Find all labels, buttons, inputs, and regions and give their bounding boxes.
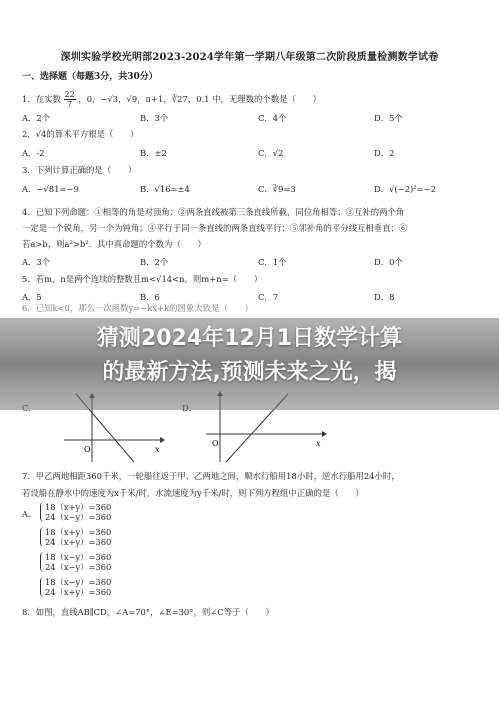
q6d-x-arrow bbox=[322, 431, 327, 437]
q1-prefix: 1．在实数 bbox=[22, 94, 61, 104]
q5-option-c: C．7 bbox=[258, 292, 279, 302]
q2-option-b: B．±2 bbox=[140, 148, 167, 158]
q5-option-a: A．5 bbox=[22, 292, 42, 302]
q1-option-d: D．5个 bbox=[374, 113, 403, 123]
q1-suffix: 中，无理数的个数是（ ） bbox=[212, 94, 321, 104]
q1-middle: ，0，−√3，√9，π+1，∛27，0.1 bbox=[78, 94, 210, 104]
q6c-x-arrow bbox=[160, 437, 165, 443]
question-7-line-2: 若设船在静水中的速度为x千米/时，水流速度为y千米/时，则下列方程组中正确的是（ ） bbox=[22, 488, 364, 498]
q5-option-b: B．6 bbox=[140, 292, 160, 302]
q1-option-c: C．4个 bbox=[258, 113, 287, 123]
question-2: 2．√4的算术平方根是（ ） bbox=[22, 129, 139, 139]
q2-option-a: A．-2 bbox=[22, 148, 45, 158]
q7-system-a bbox=[40, 502, 111, 522]
q7-system-d bbox=[40, 577, 111, 597]
q7-system-d-eq1: 18（x−y）=360 bbox=[45, 577, 112, 587]
q3-option-b: B．√16=±4 bbox=[140, 184, 190, 194]
q5-option-d: D．8 bbox=[374, 292, 395, 302]
q6c-origin-label: O bbox=[84, 445, 91, 454]
q2-option-c: C．√2 bbox=[258, 148, 284, 158]
question-3: 3．下列计算正确的是（ ） bbox=[22, 165, 137, 175]
question-4-line-3: 若a>b，则a²>b²．其中真命题的个数为（ ） bbox=[22, 239, 206, 249]
q1-fraction-denominator: 7 bbox=[67, 100, 73, 109]
banner-line-2: 的最新方法,预测未来之光，揭 bbox=[102, 360, 397, 385]
question-8: 8．如图，直线AB∥CD，∠A=70°，∠E=30°，则∠C等于（ ） bbox=[22, 607, 274, 617]
question-5: 5．若m，n是两个连续的整数且m<√14<n，则m+n=（ ） bbox=[22, 274, 263, 284]
q7-system-d-eq2: 24（x+y）=360 bbox=[45, 587, 112, 597]
question-7-line-1: 7．甲乙两地相距360千米，一轮船往返于甲、乙两地之间，顺水行船用18小时，逆水行船用24小时， bbox=[22, 471, 400, 481]
q1-option-a: A．2个 bbox=[22, 113, 51, 123]
q2-option-d: D．2 bbox=[374, 148, 395, 158]
banner-headline bbox=[0, 322, 499, 390]
q7-system-b bbox=[40, 527, 111, 547]
q7-system-a-eq1: 18（x+y）=360 bbox=[45, 502, 112, 512]
q7-option-a-label: A． bbox=[22, 509, 37, 519]
q1-option-b: B．3个 bbox=[140, 113, 169, 123]
banner-line-1: 猜测2024年12月1日数学计算 bbox=[96, 326, 403, 351]
q7-system-c-eq2: 24（x−y）=360 bbox=[45, 562, 112, 572]
q3-option-d: D．√(−2)²=−2 bbox=[374, 184, 437, 194]
q6d-x-label: x bbox=[316, 439, 321, 448]
q1-fraction bbox=[64, 90, 76, 109]
q6c-x-label: x bbox=[155, 445, 160, 454]
q7-system-b-eq2: 24（x+y）=360 bbox=[45, 537, 112, 547]
q7-system-b-eq1: 18（x+y）=360 bbox=[45, 527, 112, 537]
question-4-line-1: 4．已知下列命题：①相等的角是对顶角；②两条直线被第三条直线所截，同位角相等；③互补的两个角 bbox=[22, 207, 405, 217]
q6d-origin-label: O bbox=[212, 439, 219, 448]
question-1 bbox=[22, 90, 321, 109]
question-4-line-2: 一定是一个锐角，另一个为钝角；④平行于同一条直线的两条直线平行；⑤邻补角的平分线互相垂直；⑥ bbox=[22, 223, 408, 233]
q7-system-c-eq1: 18（x−y）=360 bbox=[45, 552, 112, 562]
q3-option-c: C．∛9=3 bbox=[258, 184, 296, 194]
q1-fraction-numerator: 22 bbox=[64, 90, 75, 99]
q4-option-a: A．3个 bbox=[22, 257, 51, 267]
q4-option-c: C．1个 bbox=[258, 257, 287, 267]
q7-system-c bbox=[40, 552, 111, 572]
q3-option-a: A．−√81=−9 bbox=[22, 184, 79, 194]
exam-title: 深圳实验学校光明部2023-2024学年第一学期八年级第二次阶段质量检测数学试卷 bbox=[60, 52, 439, 63]
q4-option-d: D．0个 bbox=[374, 257, 403, 267]
section-heading: 一、选择题（每题3分，共30分） bbox=[22, 72, 158, 82]
q4-option-b: B．2个 bbox=[140, 257, 169, 267]
question-6: 6．已知k<0，那么一次函数y=−kx+k的图象大致是（ ） bbox=[22, 303, 253, 313]
q7-system-a-eq2: 24（x−y）=360 bbox=[45, 512, 112, 522]
